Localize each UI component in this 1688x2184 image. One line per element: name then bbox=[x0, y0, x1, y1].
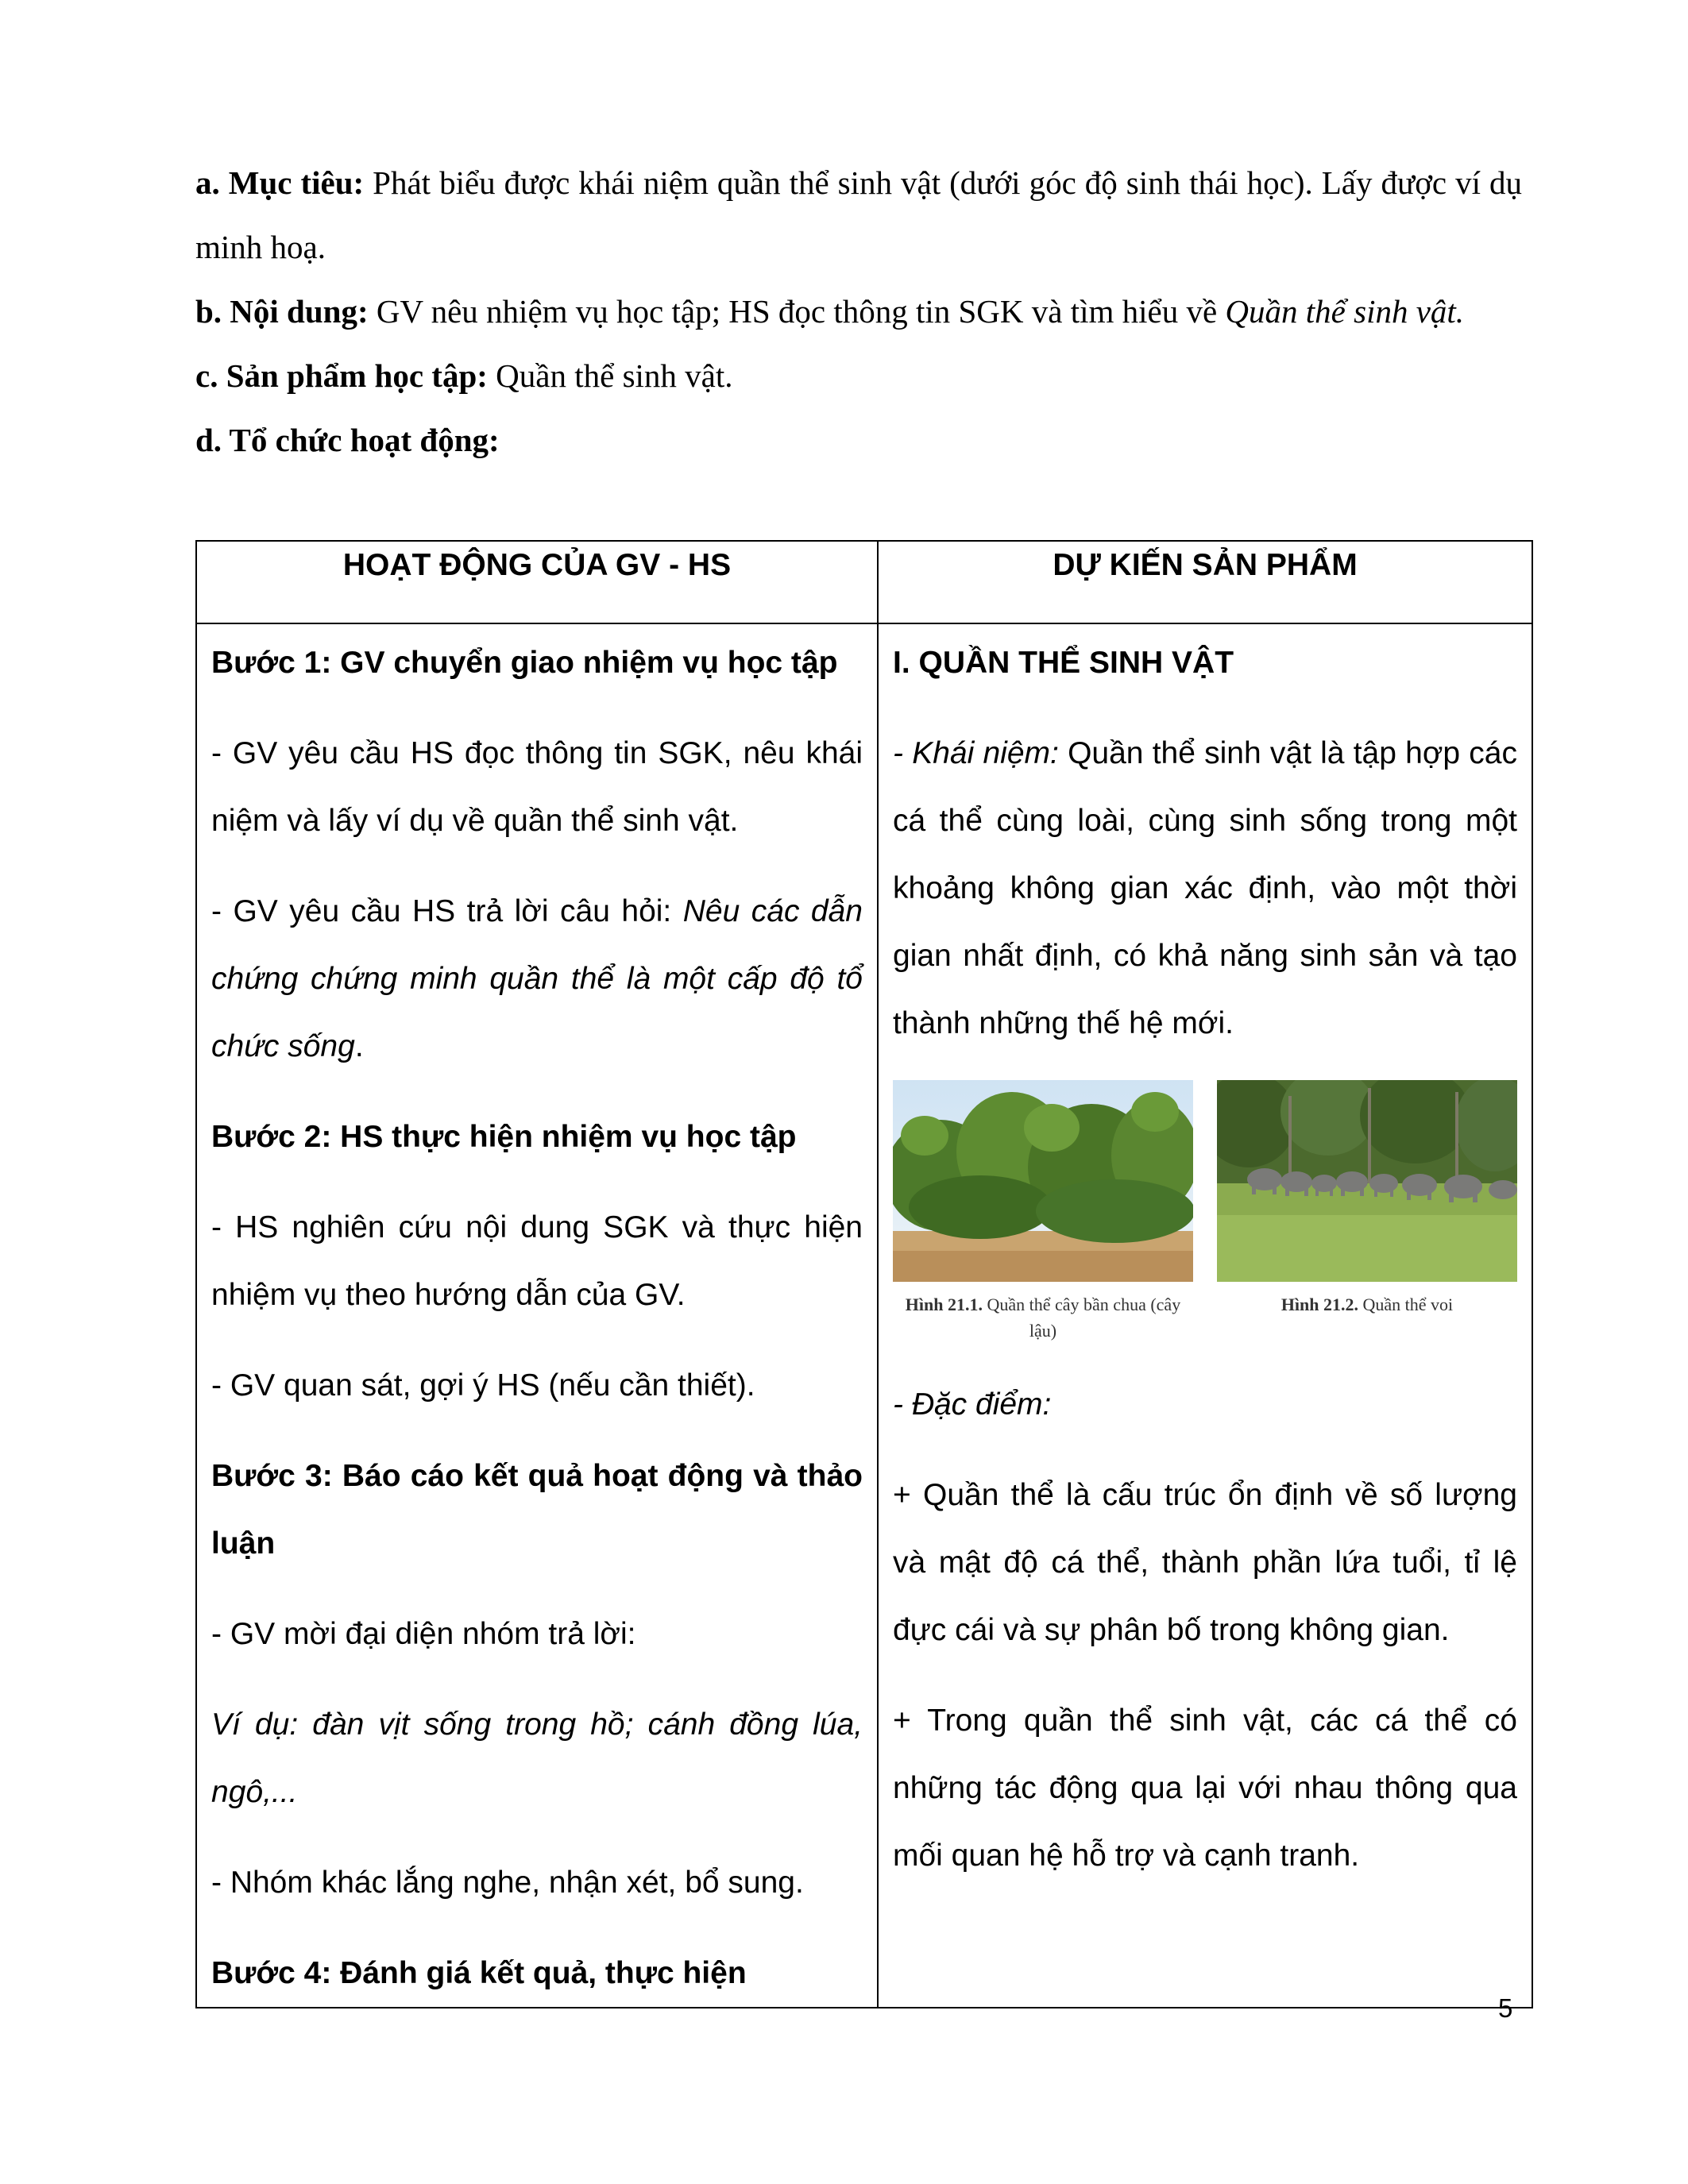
concept-paragraph bbox=[893, 720, 1517, 1057]
mangrove-photo bbox=[893, 1080, 1193, 1282]
figure2-caption bbox=[1217, 1291, 1517, 1318]
step3-title: Bước 3: Báo cáo kết quả hoạt động và thảo luận bbox=[211, 1459, 863, 1561]
step1-question-italic: Nêu các dẫn chứng chứng minh quần thể là một cấp độ tổ chức sống bbox=[211, 894, 863, 1063]
section-title: I. QUẦN THỂ SINH VẬT bbox=[893, 646, 1234, 680]
feature1-paragraph: + Quần thể là cấu trúc ổn định về số lượng và mật độ cá thể, thành phần lứa tuổi, tỉ lệ đực cái và sự phân bố trong không gian. bbox=[893, 1478, 1517, 1647]
page-number: 5 bbox=[1498, 1993, 1513, 2023]
elephants-photo bbox=[1217, 1080, 1517, 1282]
step3-paragraph3: - Nhóm khác lắng nghe, nhận xét, bổ sung. bbox=[211, 1866, 804, 1900]
figure2-text: Quần thể voi bbox=[1358, 1295, 1454, 1314]
table-body-row bbox=[196, 623, 1532, 2008]
objective-text: Phát biểu được khái niệm quần thể sinh vật (dưới góc độ sinh thái học). Lấy được ví dụ minh hoạ. bbox=[195, 164, 1522, 265]
product-paragraph bbox=[195, 344, 1522, 408]
step1-paragraph1: - GV yêu cầu HS đọc thông tin SGK, nêu khái niệm và lấy ví dụ về quần thể sinh vật. bbox=[211, 736, 863, 838]
figure1-caption bbox=[893, 1291, 1193, 1344]
figures-row bbox=[893, 1080, 1517, 1344]
intro-section bbox=[195, 151, 1522, 473]
step3-example: Ví dụ: đàn vịt sống trong hồ; cánh đồng lúa, ngô,... bbox=[211, 1707, 863, 1809]
figure2-label: Hình 21.2. bbox=[1280, 1295, 1359, 1314]
step2-paragraph1: - HS nghiên cứu nội dung SGK và thực hiện nhiệm vụ theo hướng dẫn của GV. bbox=[211, 1210, 863, 1312]
product-text: Quần thể sinh vật. bbox=[487, 357, 733, 394]
table-header-row bbox=[196, 541, 1532, 623]
figure1-text: Quần thể cây bần chua (cây lậu) bbox=[982, 1295, 1181, 1341]
header-expected-products: DỰ KIẾN SẢN PHẨM bbox=[878, 541, 1532, 623]
figure1-label: Hình 21.1. bbox=[905, 1295, 983, 1314]
objective-paragraph bbox=[195, 151, 1522, 280]
right-column bbox=[878, 623, 1532, 2008]
step2-paragraph2: - GV quan sát, gợi ý HS (nếu cần thiết). bbox=[211, 1368, 755, 1403]
step2-title: Bước 2: HS thực hiện nhiệm vụ học tập bbox=[211, 1120, 797, 1154]
step3-paragraph1: - GV mời đại diện nhóm trả lời: bbox=[211, 1617, 636, 1651]
features-label: - Đặc điểm: bbox=[893, 1387, 1052, 1422]
step1-paragraph2 bbox=[211, 878, 863, 1080]
figure-elephants bbox=[1217, 1080, 1517, 1344]
organization-label: d. Tổ chức hoạt động: bbox=[195, 422, 500, 458]
step1-title: Bước 1: GV chuyển giao nhiệm vụ học tập bbox=[211, 646, 838, 680]
step1-question-lead: - GV yêu cầu HS trả lời câu hỏi: bbox=[211, 894, 683, 928]
left-column bbox=[196, 623, 878, 2008]
feature2-paragraph: + Trong quần thể sinh vật, các cá thể có những tác động qua lại với nhau thông qua mối quan hệ hỗ trợ và cạnh tranh. bbox=[893, 1704, 1517, 1873]
concept-text: Quần thể sinh vật là tập hợp các cá thể cùng loài, cùng sinh sống trong một khoảng không gian xác định, vào một thời gian nhất định, có khả năng sinh sản và tạo thành những thế hệ mới. bbox=[893, 736, 1517, 1040]
figure-mangrove bbox=[893, 1080, 1193, 1344]
content-italic: Quần thể sinh vật. bbox=[1225, 293, 1465, 330]
organization-paragraph bbox=[195, 408, 1522, 473]
objective-label: a. Mục tiêu: bbox=[195, 164, 365, 201]
content-paragraph bbox=[195, 280, 1522, 344]
concept-label: - Khái niệm: bbox=[893, 736, 1059, 770]
step4-title: Bước 4: Đánh giá kết quả, thực hiện bbox=[211, 1956, 747, 1990]
step1-question-end: . bbox=[354, 1029, 364, 1063]
content-text: GV nêu nhiệm vụ học tập; HS đọc thông tin SGK và tìm hiểu về bbox=[368, 293, 1226, 330]
content-label: b. Nội dung: bbox=[195, 293, 369, 330]
product-label: c. Sản phẩm học tập: bbox=[195, 357, 488, 394]
header-activities: HOẠT ĐỘNG CỦA GV - HS bbox=[196, 541, 878, 623]
activity-table bbox=[195, 540, 1533, 2008]
